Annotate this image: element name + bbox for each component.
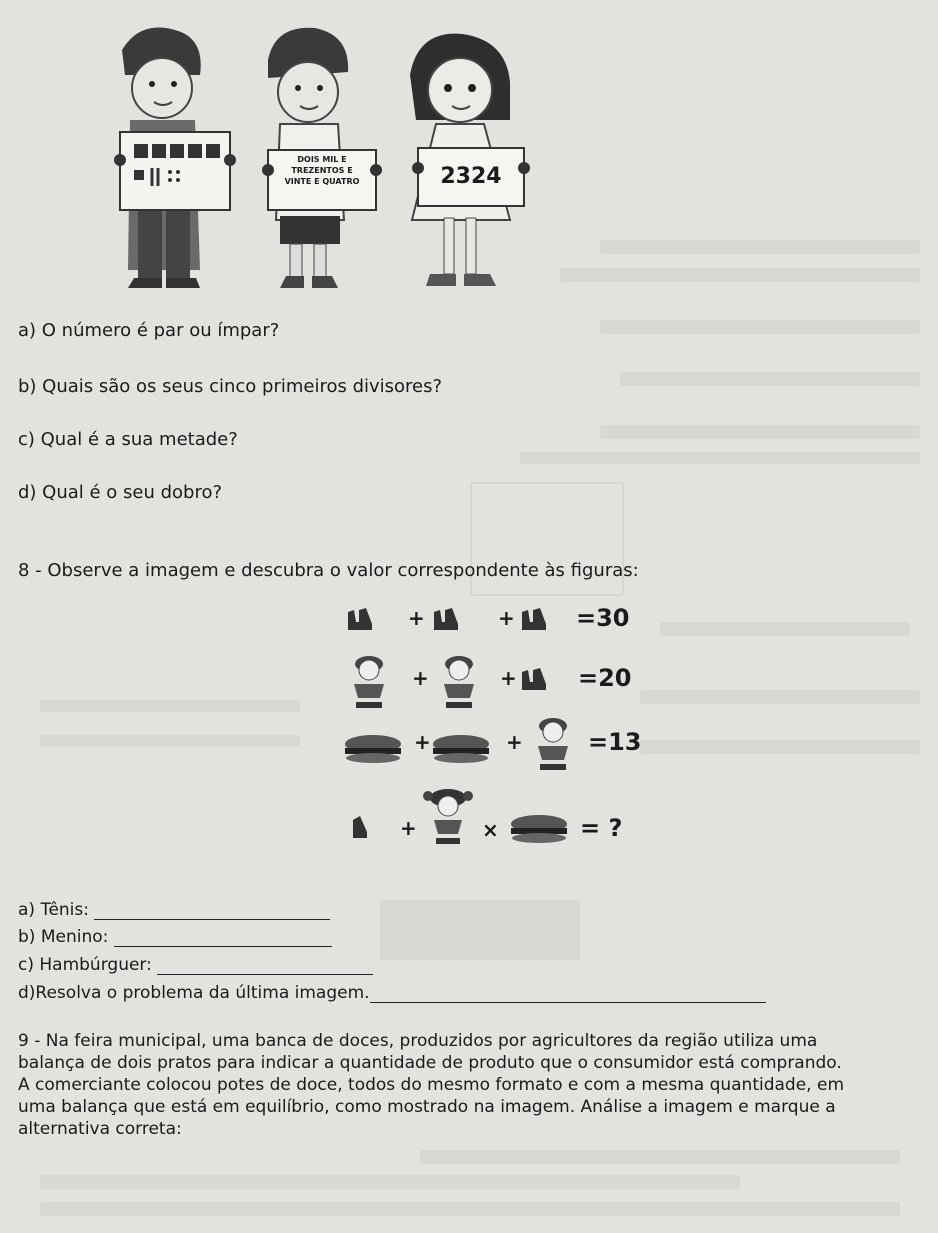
single-sneaker-icon <box>350 812 370 840</box>
equation-1 <box>340 592 660 648</box>
question-9-line-1: 9 - Na feira municipal, uma banca de doces, produzidos por agricultores da região utiliza uma <box>18 1031 818 1051</box>
equation-4-result: ? <box>608 814 623 842</box>
answer-b-menino <box>18 927 332 947</box>
sign-line-2: TREZENTOS E <box>291 166 353 175</box>
answer-a-blank[interactable] <box>94 903 330 920</box>
sneakers-icon <box>518 604 550 632</box>
equation-1-result: 30 <box>596 604 630 632</box>
equals-sign: = <box>576 604 597 632</box>
question-7d: d) Qual é o seu dobro? <box>18 482 223 503</box>
sneakers-icon <box>430 604 462 632</box>
question-9-line-2: balança de dois pratos para indicar a quantidade de produto que o consumidor está comprando. <box>18 1053 842 1073</box>
equals-sign: = <box>588 728 609 756</box>
answer-d-problem <box>18 983 766 1003</box>
children-illustration <box>100 20 540 300</box>
hamburger-icon <box>342 734 404 764</box>
equation-3 <box>340 716 660 772</box>
question-9-line-3: A comerciante colocou potes de doce, todos do mesmo formato e com a mesma quantidade, em <box>18 1075 845 1095</box>
answer-d-blank[interactable] <box>370 986 766 1003</box>
answer-d-label: d)Resolva o problema da última imagem. <box>18 983 370 1003</box>
sign-text-words <box>268 154 376 187</box>
question-7c: c) Qual é a sua metade? <box>18 429 238 450</box>
answer-b-blank[interactable] <box>114 930 332 947</box>
hamburger-icon <box>430 734 492 764</box>
question-8-title: 8 - Observe a imagem e descubra o valor correspondente às figuras: <box>18 560 639 581</box>
sneakers-icon <box>518 664 550 692</box>
hamburger-icon <box>508 814 570 844</box>
answer-b-label: b) Menino: <box>18 927 109 947</box>
sign-line-1: DOIS MIL E <box>297 155 347 164</box>
equals-sign: = <box>580 814 601 842</box>
boy-icon <box>346 654 392 708</box>
plus-sign: + <box>414 730 431 754</box>
equation-3-result: 13 <box>608 728 642 756</box>
boy-icon <box>530 716 576 772</box>
equation-2-result: 20 <box>598 664 632 692</box>
question-7a: a) O número é par ou ímpar? <box>18 320 280 341</box>
boy-icon <box>436 654 482 708</box>
answer-c-hamburguer <box>18 955 373 975</box>
equation-4 <box>340 790 660 846</box>
plus-sign: + <box>498 606 515 630</box>
equals-sign: = <box>578 664 599 692</box>
girl-figure <box>410 34 530 286</box>
answer-a-tenis <box>18 900 330 920</box>
question-9-line-4: uma balança que está em equilíbrio, como mostrado na imagem. Análise a imagem e marque a <box>18 1097 836 1117</box>
plus-sign: + <box>408 606 425 630</box>
boy-left-figure <box>114 28 236 289</box>
plus-sign: + <box>412 666 429 690</box>
answer-a-label: a) Tênis: <box>18 900 89 920</box>
question-9-text <box>18 1030 930 1140</box>
sneakers-icon <box>344 604 376 632</box>
question-7b: b) Quais são os seus cinco primeiros divisores? <box>18 376 443 397</box>
answer-c-blank[interactable] <box>157 958 373 975</box>
times-sign: × <box>482 818 499 842</box>
girl-icon <box>420 784 476 846</box>
equation-2 <box>340 652 660 708</box>
plus-sign: + <box>506 730 523 754</box>
plus-sign: + <box>500 666 517 690</box>
answer-c-label: c) Hambúrguer: <box>18 955 152 975</box>
question-9-line-5: alternativa correta: <box>18 1119 182 1139</box>
sign-line-3: VINTE E QUATRO <box>284 177 360 186</box>
plus-sign: + <box>400 816 417 840</box>
sign-text-number: 2324 <box>440 164 502 189</box>
